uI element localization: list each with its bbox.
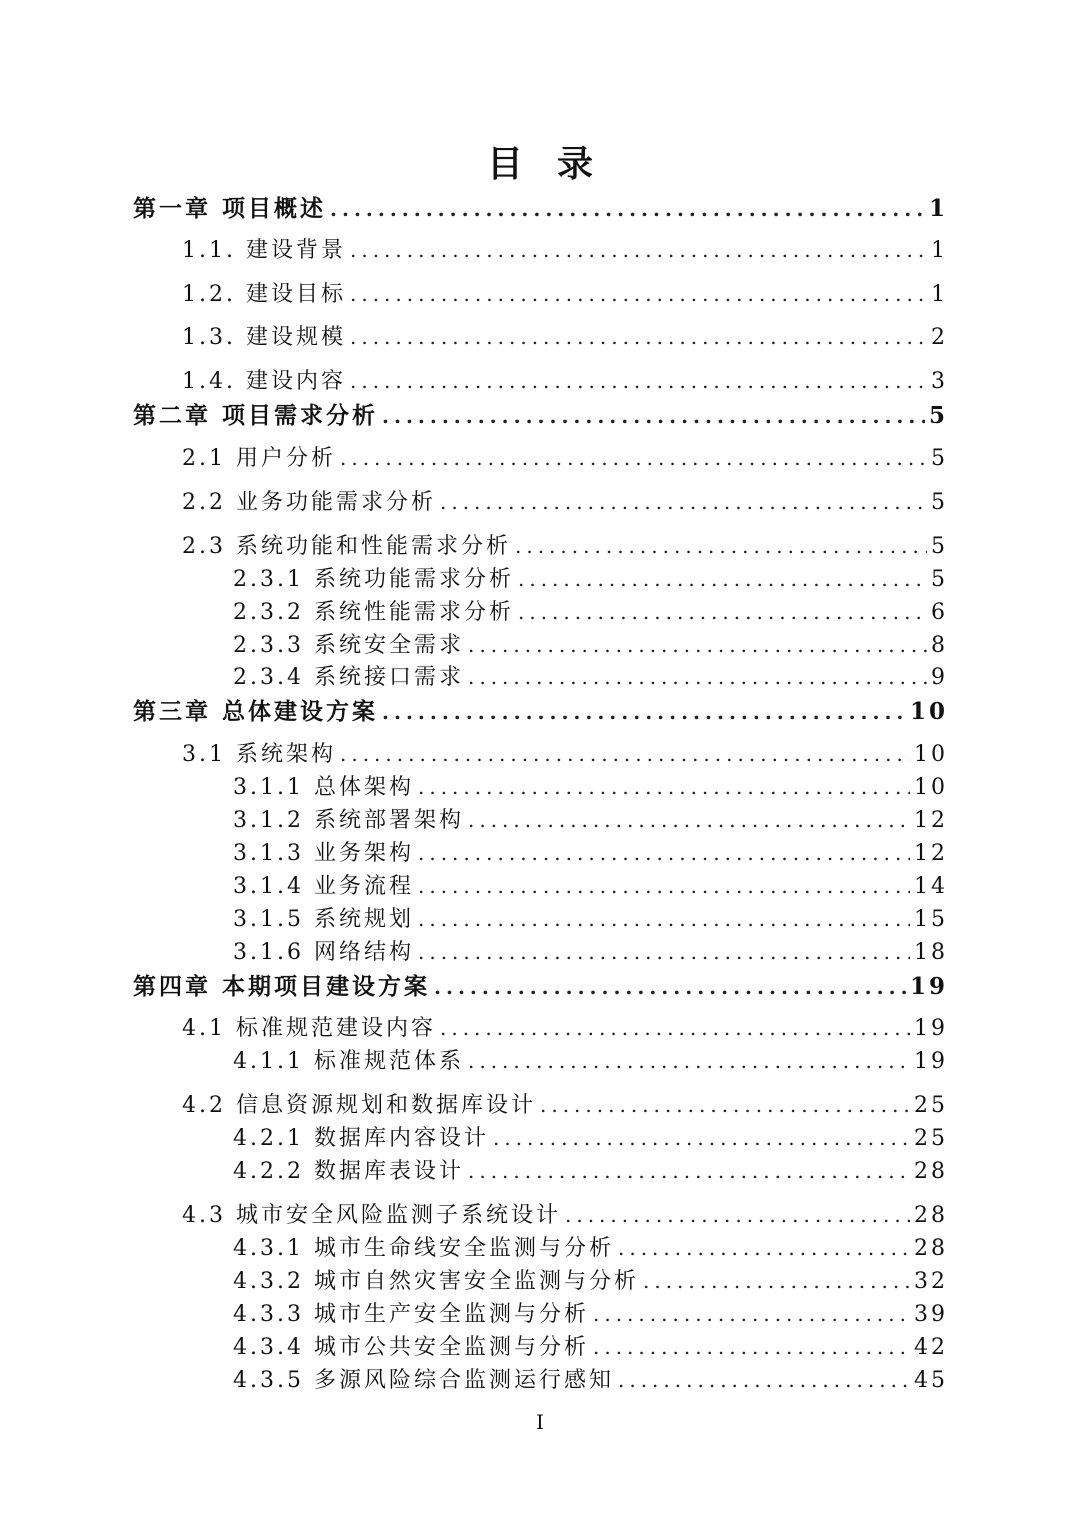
leader-dots	[418, 775, 910, 799]
leader-dots	[468, 1049, 910, 1073]
toc-entry[interactable]	[182, 1011, 948, 1042]
leader-dots	[643, 1269, 910, 1293]
leader-dots	[382, 700, 906, 724]
toc-entry[interactable]	[182, 1198, 948, 1229]
leader-dots	[468, 633, 927, 657]
toc-entry-label: 2.3.2 系统性能需求分析	[233, 600, 514, 625]
toc-entry-page: 19	[914, 1016, 948, 1041]
toc-entry-page: 5	[931, 534, 948, 559]
toc-entry-page: 19	[914, 1049, 948, 1074]
toc-entry-label: 2.3.1 系统功能需求分析	[233, 567, 514, 592]
toc-entry-label: 4.2.1 数据库内容设计	[233, 1126, 489, 1151]
toc-entry[interactable]	[182, 737, 948, 768]
toc-entry[interactable]	[233, 1330, 948, 1361]
toc-entry-page: 28	[914, 1236, 948, 1261]
toc-entry[interactable]	[233, 770, 948, 801]
toc-entry-label: 3.1.5 系统规划	[233, 907, 414, 932]
leader-dots	[330, 197, 925, 221]
toc-entry-label: 1.4. 建设内容	[182, 369, 346, 394]
toc-entry[interactable]	[233, 660, 948, 691]
toc-entry-page: 10	[909, 698, 948, 725]
leader-dots	[340, 742, 910, 766]
toc-entry-page: 28	[914, 1159, 948, 1184]
toc-entry-page: 5	[928, 402, 948, 429]
toc-title: 目录	[486, 143, 627, 185]
leader-dots	[350, 282, 927, 306]
toc-entry[interactable]	[233, 1363, 948, 1394]
toc-entry[interactable]	[233, 1264, 948, 1295]
leader-dots	[518, 600, 927, 624]
toc-entry-label: 1.3. 建设规模	[182, 325, 346, 350]
toc-entry-page: 15	[914, 907, 948, 932]
leader-dots	[418, 841, 910, 865]
toc-entry[interactable]	[233, 595, 948, 626]
toc-entry-label: 1.1. 建设背景	[182, 238, 346, 263]
toc-entry-label: 4.2.2 数据库表设计	[233, 1159, 464, 1184]
toc-entry-page: 10	[914, 775, 948, 800]
leader-dots	[340, 446, 927, 470]
toc-entry-label: 2.2 业务功能需求分析	[182, 490, 436, 515]
toc-entry-page: 25	[914, 1093, 948, 1118]
leader-dots	[418, 907, 910, 931]
toc-entry[interactable]	[133, 190, 948, 223]
toc-entry-label: 4.3.1 城市生命线安全监测与分析	[233, 1236, 614, 1261]
toc-entry-page: 5	[931, 490, 948, 515]
toc-entry[interactable]	[133, 968, 948, 1001]
toc-entry[interactable]	[233, 902, 948, 933]
toc-entry-label: 3.1.6 网络结构	[233, 940, 414, 965]
leader-dots	[618, 1368, 910, 1392]
toc-entry[interactable]	[233, 935, 948, 966]
toc-entry-page: 12	[914, 808, 948, 833]
toc-entry-label: 4.3 城市安全风险监测子系统设计	[182, 1203, 561, 1228]
toc-entry-page: 10	[914, 742, 948, 767]
toc-entry-page: 14	[914, 874, 948, 899]
toc-entry[interactable]	[233, 869, 948, 900]
toc-entry-page: 25	[914, 1126, 948, 1151]
toc-entry[interactable]	[233, 1297, 948, 1328]
leader-dots	[350, 369, 927, 393]
toc-entry[interactable]	[182, 485, 948, 516]
toc-entry[interactable]	[182, 441, 948, 472]
toc-entry-label: 3.1.3 业务架构	[233, 841, 414, 866]
toc-entry-label: 4.2 信息资源规划和数据库设计	[182, 1093, 536, 1118]
toc-entry-page: 12	[914, 841, 948, 866]
toc-entry-label: 第一章 项目概述	[133, 195, 327, 222]
toc-entry-page: 6	[931, 600, 948, 625]
toc-entry-page: 32	[914, 1269, 948, 1294]
leader-dots	[418, 940, 910, 964]
leader-dots	[468, 1159, 910, 1183]
toc-entry-label: 4.1 标准规范建设内容	[182, 1016, 436, 1041]
toc-entry-label: 2.3.4 系统接口需求	[233, 665, 464, 690]
toc-entry-label: 1.2. 建设目标	[182, 282, 346, 307]
leader-dots	[440, 490, 927, 514]
toc-entry-label: 2.1 用户分析	[182, 446, 336, 471]
toc-entry[interactable]	[133, 693, 948, 726]
leader-dots	[350, 325, 927, 349]
toc-entry[interactable]	[233, 1044, 948, 1075]
toc-entry-label: 4.1.1 标准规范体系	[233, 1049, 464, 1074]
leader-dots	[468, 808, 910, 832]
leader-dots	[518, 567, 927, 591]
toc-entry-page: 3	[931, 369, 948, 394]
page-number-footer: I	[536, 1410, 544, 1434]
toc-entry-label: 3.1.1 总体架构	[233, 775, 414, 800]
toc-entry-label: 3.1 系统架构	[182, 742, 336, 767]
toc-entry-page: 28	[914, 1203, 948, 1228]
leader-dots	[382, 404, 925, 428]
toc-entry[interactable]	[233, 562, 948, 593]
toc-entry[interactable]	[182, 277, 948, 308]
toc-entry-label: 第二章 项目需求分析	[133, 402, 379, 429]
toc-entry-label: 2.3.3 系统安全需求	[233, 633, 464, 658]
toc-entry-page: 5	[931, 446, 948, 471]
toc-entry[interactable]	[182, 529, 948, 560]
leader-dots	[468, 665, 927, 689]
toc-entry-page: 42	[914, 1335, 948, 1360]
toc-entry-label: 4.3.2 城市自然灾害安全监测与分析	[233, 1269, 639, 1294]
leader-dots	[618, 1236, 910, 1260]
toc-entry-page: 1	[931, 282, 948, 307]
toc-entry-page: 1	[928, 195, 948, 222]
toc-entry[interactable]	[233, 836, 948, 867]
toc-entry[interactable]	[233, 1231, 948, 1262]
toc-entry[interactable]	[182, 320, 948, 351]
toc-entry-page: 2	[931, 325, 948, 350]
leader-dots	[515, 534, 927, 558]
toc-entry[interactable]	[133, 397, 948, 430]
toc-entry-page: 1	[931, 238, 948, 263]
toc-entry-label: 3.1.4 业务流程	[233, 874, 414, 899]
leader-dots	[434, 975, 906, 999]
toc-entry-label: 3.1.2 系统部署架构	[233, 808, 464, 833]
toc-entry-page: 18	[914, 940, 948, 965]
leader-dots	[418, 874, 910, 898]
toc-entry[interactable]	[233, 1154, 948, 1185]
toc-entry-page: 39	[914, 1302, 948, 1327]
toc-entry[interactable]	[233, 803, 948, 834]
toc-entry[interactable]	[233, 1121, 948, 1152]
toc-entry-label: 4.3.5 多源风险综合监测运行感知	[233, 1368, 614, 1393]
toc-entry-label: 第三章 总体建设方案	[133, 698, 379, 725]
leader-dots	[540, 1093, 910, 1117]
toc-entry-page: 9	[931, 665, 948, 690]
toc-entry-label: 第四章 本期项目建设方案	[133, 973, 431, 1000]
leader-dots	[593, 1302, 910, 1326]
leader-dots	[440, 1016, 910, 1040]
toc-entry-page: 5	[931, 567, 948, 592]
toc-entry[interactable]	[182, 233, 948, 264]
toc-entry-page: 45	[914, 1368, 948, 1393]
toc-entry-page: 8	[931, 633, 948, 658]
leader-dots	[593, 1335, 910, 1359]
toc-entry[interactable]	[182, 1088, 948, 1119]
toc-entry-label: 4.3.3 城市生产安全监测与分析	[233, 1302, 589, 1327]
toc-entry-label: 2.3 系统功能和性能需求分析	[182, 534, 511, 559]
toc-entry[interactable]	[182, 364, 948, 395]
toc-entry[interactable]	[233, 628, 948, 659]
toc-entry-label: 4.3.4 城市公共安全监测与分析	[233, 1335, 589, 1360]
leader-dots	[350, 238, 927, 262]
leader-dots	[565, 1203, 910, 1227]
toc-entry-page: 19	[909, 973, 948, 1000]
leader-dots	[493, 1126, 910, 1150]
